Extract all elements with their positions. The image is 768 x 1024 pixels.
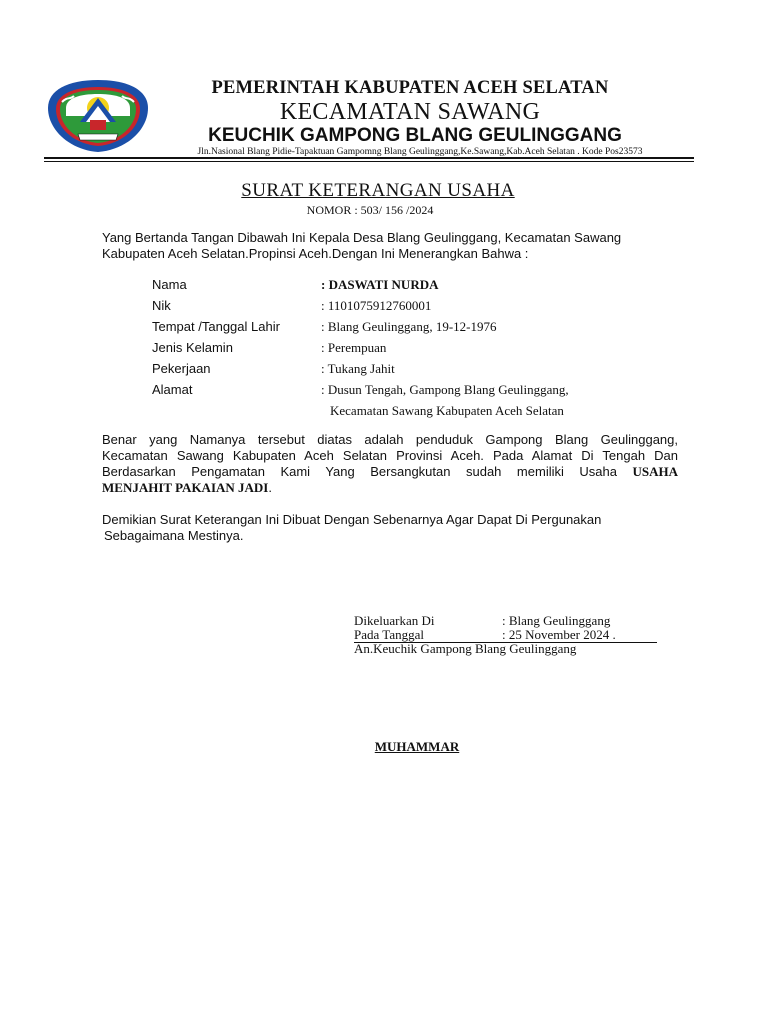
body-line — [102, 464, 678, 480]
field-label-occupation: Pekerjaan — [152, 361, 211, 376]
intro-line: Yang Bertanda Tangan Dibawah Ini Kepala Desa Blang Geulinggang, Kecamatan Sawang — [102, 230, 622, 245]
field-value-address-cont: Kecamatan Sawang Kabupaten Aceh Selatan — [330, 403, 564, 418]
letterhead-rule-thin — [44, 161, 694, 162]
body-paragraph — [102, 432, 678, 496]
field-label-address: Alamat — [152, 382, 193, 397]
field-value-gender: : Perempuan — [321, 340, 387, 355]
closing-line: Demikian Surat Keterangan Ini Dibuat Dengan Sebenarnya Agar Dapat Di Pergunakan — [102, 512, 602, 527]
letterhead-rule-thick — [44, 157, 694, 159]
business-type-end: MENJAHIT PAKAIAN JADI — [102, 480, 269, 495]
field-label-birth: Tempat /Tanggal Lahir — [152, 319, 280, 334]
letterhead-address: Jln.Nasional Blang Pidie-Tapaktuan Gampomng Blang Geulinggang,Ke.Sawang,Kab.Aceh Selatan . Kode Pos23573 — [197, 147, 643, 157]
date-value: : 25 November 2024 . — [502, 627, 616, 642]
field-label-nama: Nama — [152, 277, 187, 292]
body-end: . — [268, 480, 272, 495]
closing-line: Sebagaimana Mestinya. — [104, 528, 244, 543]
regency-emblem-icon — [44, 78, 152, 154]
signer-title: An.Keuchik Gampong Blang Geulinggang — [354, 641, 577, 656]
closing-paragraph — [102, 512, 678, 544]
issued-label: Dikeluarkan Di — [354, 613, 435, 628]
letterhead-government: PEMERINTAH KABUPATEN ACEH SELATAN — [211, 78, 609, 98]
field-label-nik: Nik — [152, 298, 171, 313]
letterhead-district: KECAMATAN SAWANG — [279, 99, 541, 125]
field-label-gender: Jenis Kelamin — [152, 340, 233, 355]
letterhead-village: KEUCHIK GAMPONG BLANG GEULINGGANG — [208, 125, 622, 146]
letter-number: NOMOR : 503/ 156 /2024 — [306, 203, 434, 217]
body-text: Berdasarkan Pengamatan Kami Yang Bersangkutan sudah memiliki Usaha — [102, 464, 617, 479]
signer-name: MUHAMMAR — [374, 739, 460, 754]
body-line: Kecamatan Sawang Kabupaten Aceh Selatan Provinsi Aceh. Pada Alamat Di Tengah Dan — [102, 448, 678, 463]
intro-paragraph — [102, 230, 678, 262]
field-value-birth: : Blang Geulinggang, 19-12-1976 — [321, 319, 497, 334]
field-value-nik: : 1101075912760001 — [321, 298, 432, 313]
date-label: Pada Tanggal — [354, 627, 424, 642]
body-line: Benar yang Namanya tersebut diatas adalah penduduk Gampong Blang Geulinggang, — [102, 432, 678, 447]
field-value-occupation: : Tukang Jahit — [321, 361, 395, 376]
field-value-nama: : DASWATI NURDA — [321, 277, 439, 292]
field-value-address: : Dusun Tengah, Gampong Blang Geulinggang, — [321, 382, 569, 397]
intro-line: Kabupaten Aceh Selatan.Propinsi Aceh.Dengan Ini Menerangkan Bahwa : — [102, 246, 529, 261]
issued-value: : Blang Geulinggang — [502, 613, 611, 628]
letter-title: SURAT KETERANGAN USAHA — [241, 180, 515, 201]
body-line — [102, 480, 678, 496]
business-type-start: USAHA — [632, 464, 678, 479]
regency-logo — [44, 78, 152, 154]
